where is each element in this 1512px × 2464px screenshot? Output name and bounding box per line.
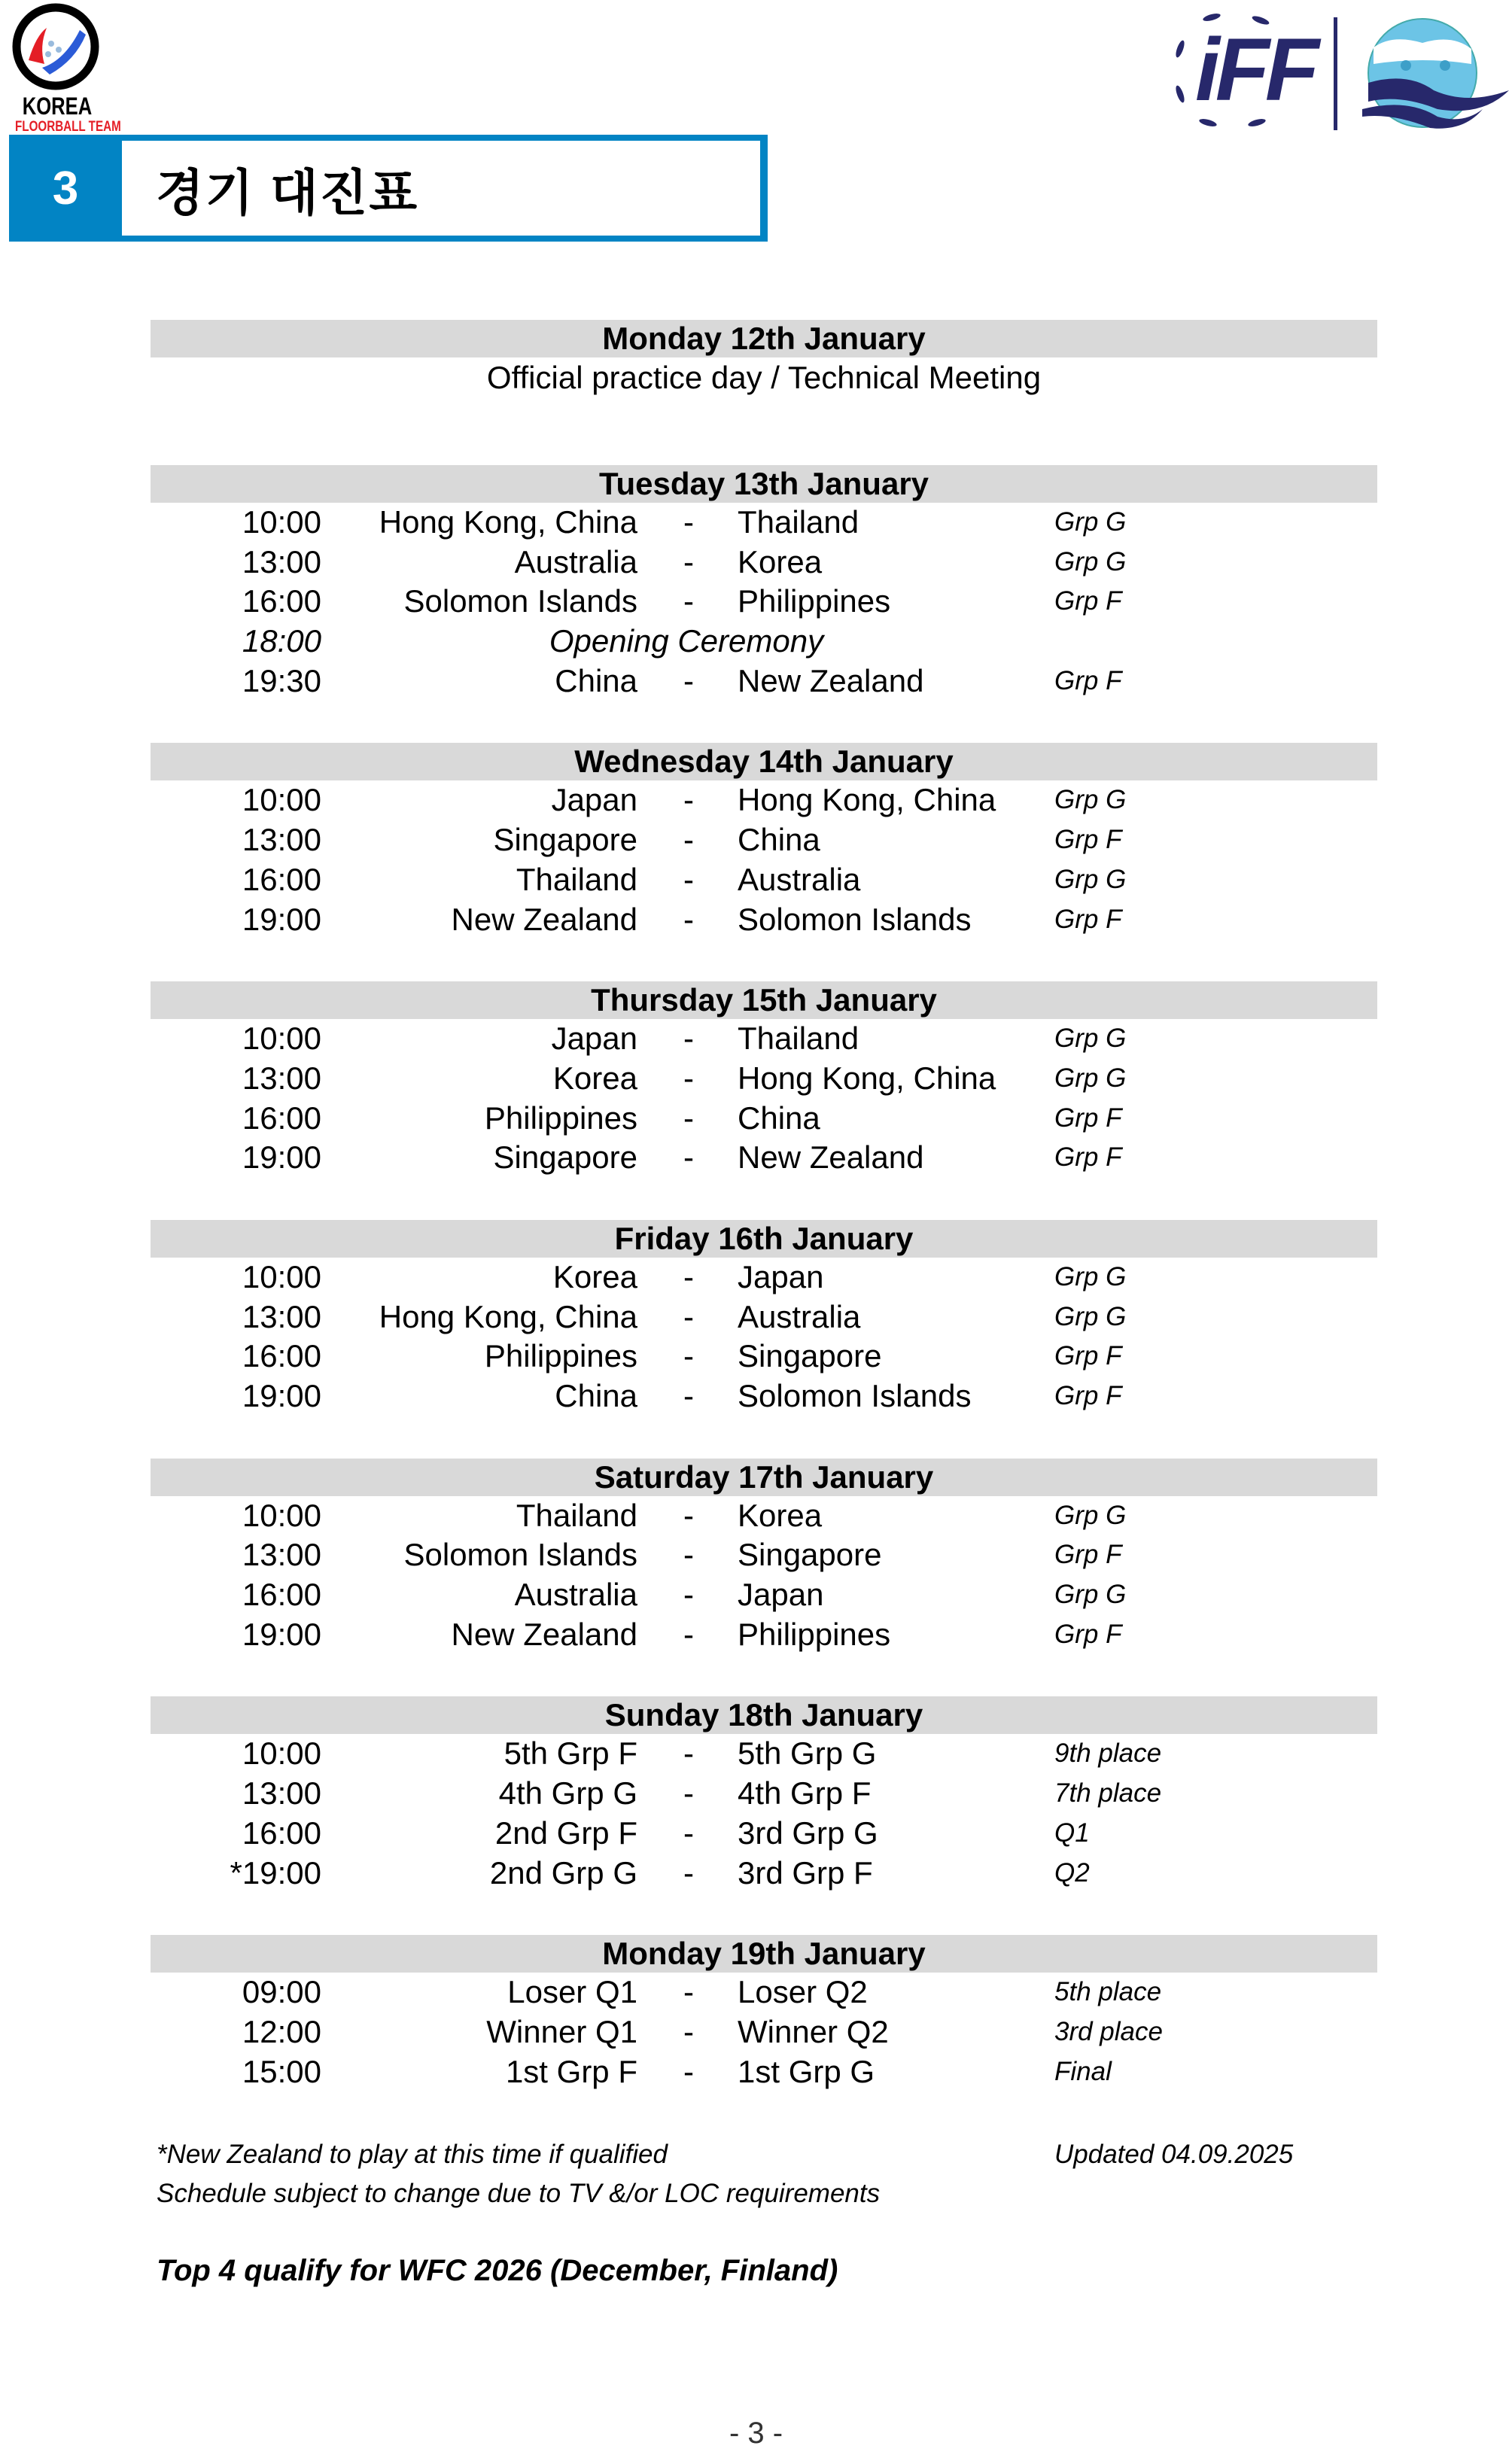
home-team: New Zealand (451, 1616, 637, 1652)
match-group: Grp F (1054, 1142, 1122, 1173)
match-time: 13:00 (242, 1537, 321, 1573)
versus-separator: - (683, 583, 694, 619)
away-team: Singapore (738, 1338, 882, 1374)
match-row (151, 1019, 1377, 1059)
home-team: New Zealand (451, 901, 637, 937)
match-row (151, 1337, 1377, 1376)
away-team: China (738, 822, 820, 858)
section-title-box (122, 141, 760, 236)
away-team: 3rd Grp G (738, 1815, 878, 1851)
home-team: Korea (552, 1060, 637, 1096)
match-time: 16:00 (242, 1100, 321, 1136)
iff-logo-text: iFF (1195, 20, 1315, 120)
section-header (9, 135, 768, 242)
match-group: Grp F (1054, 1540, 1122, 1570)
versus-separator: - (683, 782, 694, 818)
match-row (151, 1496, 1377, 1536)
match-group: Grp F (1054, 1103, 1122, 1133)
away-team: Thailand (738, 504, 859, 540)
home-team: Thailand (516, 1497, 637, 1533)
match-schedule (151, 320, 1377, 2134)
match-time: 13:00 (242, 543, 321, 579)
match-time: 12:00 (242, 2013, 321, 2049)
day-header: Monday 12th January (151, 320, 1377, 357)
day-header: Tuesday 13th January (151, 465, 1377, 503)
match-group: Grp G (1054, 785, 1127, 815)
match-row (151, 1297, 1377, 1337)
day-section (151, 465, 1377, 701)
versus-separator: - (683, 2013, 694, 2049)
match-time: 19:30 (242, 662, 321, 698)
versus-separator: - (683, 1338, 694, 1374)
versus-separator: - (683, 1139, 694, 1176)
home-team: Australia (514, 543, 637, 579)
match-group: Grp F (1054, 1381, 1122, 1410)
event-name: Opening Ceremony (549, 623, 824, 659)
match-row (151, 1258, 1377, 1297)
away-team: Thailand (738, 1021, 859, 1057)
asterisk-note: *New Zealand to play at this time if qualified (157, 2140, 668, 2169)
match-group: Grp F (1054, 1341, 1122, 1371)
match-time: 09:00 (242, 1974, 321, 2010)
home-team: 5th Grp F (503, 1735, 637, 1772)
match-time: 10:00 (242, 1735, 321, 1772)
schedule-change-note: Schedule subject to change due to TV &/or LOC requirements (157, 2179, 881, 2208)
home-team: Hong Kong, China (379, 1298, 637, 1334)
home-team: Japan (551, 1021, 637, 1057)
day-header: Saturday 17th January (151, 1459, 1377, 1496)
match-time: 13:00 (242, 822, 321, 858)
day-section (151, 1220, 1377, 1416)
match-group: Grp G (1054, 1580, 1127, 1610)
away-team: 3rd Grp F (738, 1854, 873, 1891)
day-section (151, 1935, 1377, 2091)
versus-separator: - (683, 901, 694, 937)
home-team: China (555, 662, 637, 698)
away-team: Hong Kong, China (738, 1060, 996, 1096)
match-group: 5th place (1054, 1977, 1162, 2007)
match-row (151, 1575, 1377, 1615)
home-team: Loser Q1 (507, 1974, 637, 2010)
event-row (151, 622, 1377, 662)
versus-separator: - (683, 1854, 694, 1891)
match-time: 16:00 (242, 861, 321, 897)
away-team: Australia (738, 1298, 861, 1334)
day-header: Monday 19th January (151, 1935, 1377, 1973)
match-group: Grp G (1054, 507, 1127, 537)
match-row (151, 1854, 1377, 1894)
away-team: 1st Grp G (738, 2053, 875, 2089)
updated-date: Updated 04.09.2025 (1054, 2140, 1294, 2169)
versus-separator: - (683, 1497, 694, 1533)
versus-separator: - (683, 1060, 694, 1096)
match-row (151, 662, 1377, 701)
iff-emblem-icon (1167, 11, 1509, 132)
match-time: 19:00 (242, 901, 321, 937)
home-team: Philippines (484, 1100, 637, 1136)
match-group: 3rd place (1054, 2016, 1163, 2046)
day-subtitle: Official practice day / Technical Meeting (486, 360, 1042, 395)
match-group: 9th place (1054, 1738, 1162, 1769)
away-team: New Zealand (738, 1139, 924, 1176)
match-group: Final (1054, 2056, 1112, 2086)
home-team: Japan (551, 782, 637, 818)
page-number: - 3 - (729, 2417, 783, 2450)
match-row (151, 1059, 1377, 1099)
away-team: Philippines (738, 1616, 891, 1652)
home-team: 2nd Grp F (494, 1815, 637, 1851)
match-time: 16:00 (242, 1338, 321, 1374)
versus-separator: - (683, 1298, 694, 1334)
section-number: 3 (52, 162, 79, 214)
match-row (151, 1734, 1377, 1774)
match-row (151, 820, 1377, 860)
match-row (151, 1615, 1377, 1655)
match-row (151, 780, 1377, 820)
match-time: 10:00 (242, 1497, 321, 1533)
iff-logo (1167, 11, 1509, 132)
match-time: 13:00 (242, 1060, 321, 1096)
home-team: Australia (514, 1577, 637, 1613)
away-team: Korea (738, 543, 823, 579)
section-title: 경기 대진표 (156, 164, 419, 221)
match-group: Grp F (1054, 1619, 1122, 1649)
away-team: China (738, 1100, 820, 1136)
home-team: Philippines (484, 1338, 637, 1374)
match-row (151, 503, 1377, 543)
match-time: 19:00 (242, 1139, 321, 1176)
versus-separator: - (683, 1974, 694, 2010)
versus-separator: - (683, 1258, 694, 1294)
match-group: Grp F (1054, 904, 1122, 934)
versus-separator: - (683, 504, 694, 540)
versus-separator: - (683, 543, 694, 579)
home-team: Winner Q1 (486, 2013, 637, 2049)
versus-separator: - (683, 2053, 694, 2089)
match-group: Grp F (1054, 665, 1122, 695)
versus-separator: - (683, 1616, 694, 1652)
event-time: 18:00 (242, 623, 321, 659)
home-team: Korea (552, 1258, 637, 1294)
away-team: Philippines (738, 583, 891, 619)
match-row (151, 1376, 1377, 1416)
versus-separator: - (683, 1378, 694, 1413)
away-team: Hong Kong, China (738, 782, 996, 818)
away-team: Solomon Islands (738, 1378, 972, 1413)
match-time: 10:00 (242, 1021, 321, 1057)
match-row (151, 582, 1377, 622)
away-team: Loser Q2 (738, 1974, 868, 2010)
away-team: Solomon Islands (738, 901, 972, 937)
home-team: Singapore (493, 1139, 637, 1176)
versus-separator: - (683, 1577, 694, 1613)
match-time: 15:00 (242, 2053, 321, 2089)
match-row (151, 1973, 1377, 2012)
day-section (151, 320, 1377, 397)
match-row (151, 1535, 1377, 1575)
versus-separator: - (683, 662, 694, 698)
away-team: New Zealand (738, 662, 924, 698)
match-time: 19:00 (242, 1616, 321, 1652)
match-row (151, 543, 1377, 583)
away-team: Singapore (738, 1537, 882, 1573)
versus-separator: - (683, 1735, 694, 1772)
day-section (151, 1696, 1377, 1893)
home-team: Singapore (493, 822, 637, 858)
home-team: 1st Grp F (505, 2053, 637, 2089)
home-team: China (555, 1378, 637, 1413)
match-group: Grp G (1054, 1024, 1127, 1054)
away-team: Japan (738, 1258, 824, 1294)
away-team: Japan (738, 1577, 824, 1613)
match-row (151, 2012, 1377, 2052)
match-group: Grp F (1054, 586, 1122, 616)
versus-separator: - (683, 1100, 694, 1136)
match-time: 19:00 (242, 1378, 321, 1413)
match-time: 13:00 (242, 1775, 321, 1811)
match-group: Grp G (1054, 1301, 1127, 1331)
versus-separator: - (683, 822, 694, 858)
away-team: Australia (738, 861, 861, 897)
match-row (151, 1138, 1377, 1178)
versus-separator: - (683, 1775, 694, 1811)
home-team: Solomon Islands (403, 583, 637, 619)
match-group: Grp G (1054, 1261, 1127, 1291)
match-group: 7th place (1054, 1778, 1162, 1808)
korea-logo-subtitle: FLOORBALL TEAM (15, 119, 121, 135)
match-time: *19:00 (230, 1854, 321, 1891)
korea-floorball-emblem-icon (5, 2, 110, 92)
home-team: Solomon Islands (403, 1537, 637, 1573)
home-team: 2nd Grp G (489, 1854, 637, 1891)
home-team: 4th Grp G (498, 1775, 637, 1811)
qualification-note: Top 4 qualify for WFC 2026 (December, Finland) (157, 2254, 838, 2287)
away-team: Winner Q2 (738, 2013, 889, 2049)
match-group: Q2 (1054, 1857, 1090, 1888)
versus-separator: - (683, 1021, 694, 1057)
match-time: 16:00 (242, 583, 321, 619)
day-section (151, 1459, 1377, 1655)
day-header: Sunday 18th January (151, 1696, 1377, 1734)
away-team: Korea (738, 1497, 823, 1533)
day-section (151, 743, 1377, 939)
match-time: 10:00 (242, 1258, 321, 1294)
match-row (151, 860, 1377, 900)
match-time: 10:00 (242, 782, 321, 818)
versus-separator: - (683, 861, 694, 897)
match-group: Q1 (1054, 1818, 1090, 1848)
away-team: 5th Grp G (738, 1735, 877, 1772)
match-group: Grp F (1054, 825, 1122, 855)
day-header: Friday 16th January (151, 1220, 1377, 1258)
home-team: Thailand (516, 861, 637, 897)
day-section (151, 981, 1377, 1178)
match-row (151, 1814, 1377, 1854)
match-row (151, 1774, 1377, 1814)
match-row (151, 900, 1377, 940)
match-group: Grp G (1054, 1063, 1127, 1093)
match-row (151, 1099, 1377, 1139)
versus-separator: - (683, 1537, 694, 1573)
match-row (151, 2052, 1377, 2092)
match-time: 16:00 (242, 1815, 321, 1851)
match-group: Grp G (1054, 864, 1127, 894)
match-time: 16:00 (242, 1577, 321, 1613)
korea-floorball-logo (5, 2, 121, 137)
versus-separator: - (683, 1815, 694, 1851)
match-group: Grp G (1054, 1500, 1127, 1530)
match-group: Grp G (1054, 546, 1127, 576)
korea-logo-title: KOREA (22, 93, 93, 120)
day-header: Thursday 15th January (151, 981, 1377, 1019)
match-time: 13:00 (242, 1298, 321, 1334)
away-team: 4th Grp F (738, 1775, 872, 1811)
home-team: Hong Kong, China (379, 504, 637, 540)
match-time: 10:00 (242, 504, 321, 540)
day-header: Wednesday 14th January (151, 743, 1377, 780)
